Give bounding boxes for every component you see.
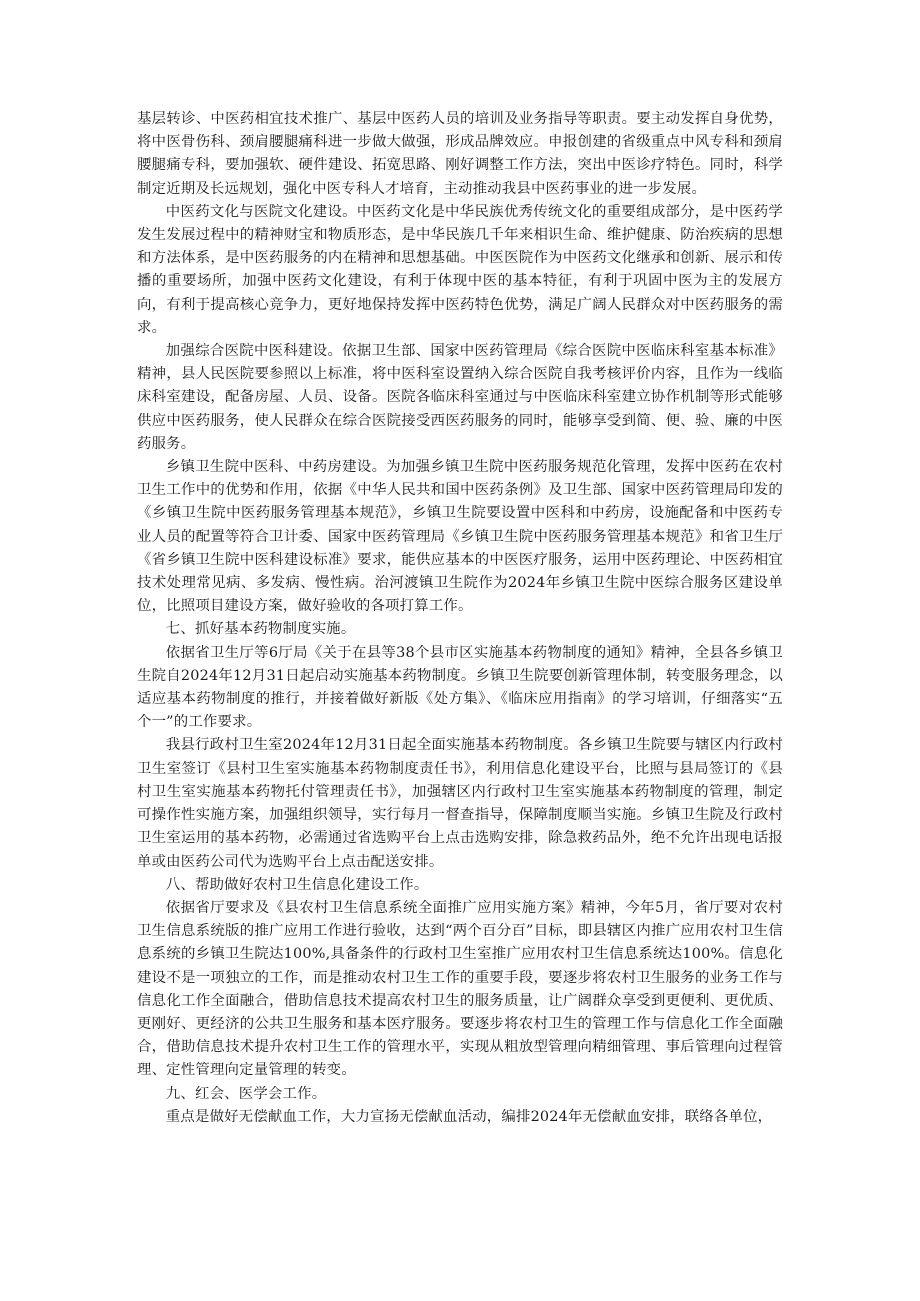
paragraph-general-hospital-tcm: 加强综合医院中医科建设。依据卫生部、国家中医药管理局《综合医院中医临床科室基本标准》精神，县人民医院要参照以上标准，将中医科室设置纳入综合医院自我考核评价内容，且作为一线临床科室建设，配备房屋、人员、设备。医院各临床科室通过与中医临床科室建立协作机制等形式能够供应中医药服务，使人民群众在综合医院接受西医药服务的同时，能够享受到简、便、验、廉的中医药服务。 bbox=[137, 343, 783, 452]
paragraph-continued: 基层转诊、中医药相宜技术推广、基层中医药人员的培训及业务指导等职责。要主动发挥自身优势，将中医骨伤科、颈肩腰腿痛科进一步做大做强，形成品牌效应。申报创建的省级重点中风专科和颈肩腰腿痛专科，要加强软、硬件建设、拓宽思路、刚好调整工作方法，突出中医诊疗特色。同时，科学制定近期及长远规划，强化中医专科人才培育，主动推动我县中医药事业的进一步发展。 bbox=[137, 111, 783, 197]
section-heading-7: 七、抓好基本药物制度实施。 bbox=[165, 621, 356, 638]
document-body bbox=[137, 108, 783, 1129]
paragraph-village-clinics: 我县行政村卫生室2024年12月31日起全面实施基本药物制度。各乡镇卫生院要与辖区内行政村卫生室签订《县村卫生室实施基本药物制度责任书》，利用信息化建设平台，比照与县局签订的《县村卫生室实施基本药物托付管理责任书》，加强辖区内行政村卫生室实施基本药物制度的管理，制定可操作性实施方案，加强组织领导，实行每月一督查指导，保障制度顺当实施。乡镇卫生院及行政村卫生室运用的基本药物，必需通过省选购平台上点击选购安排，除急救药品外，绝不允许出现电话报单或由医药公司代为选购平台上点击配送安排。 bbox=[137, 737, 783, 870]
section-heading-8: 八、帮助做好农村卫生信息化建设工作。 bbox=[165, 876, 429, 893]
section-heading-9: 九、红会、医学会工作。 bbox=[165, 1085, 327, 1102]
paragraph-blood-donation: 重点是做好无偿献血工作，大力宣扬无偿献血活动，编排2024年无偿献血安排，联络各单位， bbox=[165, 1108, 773, 1125]
paragraph-tcm-culture: 中医药文化与医院文化建设。中医药文化是中华民族优秀传统文化的重要组成部分，是中医药学发生发展过程中的精神财宝和物质形态，是中华民族几千年来相识生命、维护健康、防治疾病的思想和方法体系，是中医药服务的内在精神和思想基础。中医医院作为中医药文化继承和创新、展示和传播的重要场所，加强中医药文化建设，有利于体现中医的基本特征，有利于巩固中医为主的发展方向，有利于提高核心竞争力，更好地保持发挥中医药特色优势，满足广阔人民群众对中医药服务的需求。 bbox=[137, 203, 783, 336]
paragraph-essential-drugs: 依据省卫生厅等6厅局《关于在县等38个县市区实施基本药物制度的通知》精神，全县各乡镇卫生院自2024年12月31日起启动实施基本药物制度。乡镇卫生院要创新管理体制，转变服务理念，以适应基本药物制度的推行，并接着做好新版《处方集》、《临床应用指南》的学习培训，仔细落实“五个一”的工作要求。 bbox=[137, 644, 783, 731]
paragraph-township-tcm: 乡镇卫生院中医科、中药房建设。为加强乡镇卫生院中医药服务规范化管理，发挥中医药在农村卫生工作中的优势和作用，依据《中华人民共和国中医药条例》及卫生部、国家中医药管理局印发的《乡镇卫生院中医药服务管理基本规范》，乡镇卫生院要设置中医科和中药房，设施配备和中医药专业人员的配置等符合卫计委、国家中医药管理局《乡镇卫生院中医药服务管理基本规范》和省卫生厅《省乡镇卫生院中医科建设标准》要求，能供应基本的中医医疗服务，运用中医药理论、中医药相宜技术处理常见病、多发病、慢性病。治河渡镇卫生院作为2024年乡镇卫生院中医综合服务区建设单位，比照项目建设方案，做好验收的各项打算工作。 bbox=[137, 459, 783, 615]
paragraph-informatization: 依据省厅要求及《县农村卫生信息系统全面推广应用实施方案》精神，今年5月，省厅要对农村卫生信息系统版的推广应用工作进行验收，达到“两个百分百”目标，即县辖区内推广应用农村卫生信息系统的乡镇卫生院达100%,具备条件的行政村卫生室推广应用农村卫生信息系统达100%。信息化建设不是一项独立的工作，而是推动农村卫生工作的重要手段，要逐步将农村卫生服务的业务工作与信息化工作全面融合，借助信息技术提高农村卫生的服务质量，让广阔群众享受到更便利、更优质、更刚好、更经济的公共卫生服务和基本医疗服务。要逐步将农村卫生的管理工作与信息化工作全面融合，借助信息技术提升农村卫生工作的管理水平，实现从粗放型管理向精细管理、事后管理向过程管理、定性管理向定量管理的转变。 bbox=[137, 899, 783, 1079]
